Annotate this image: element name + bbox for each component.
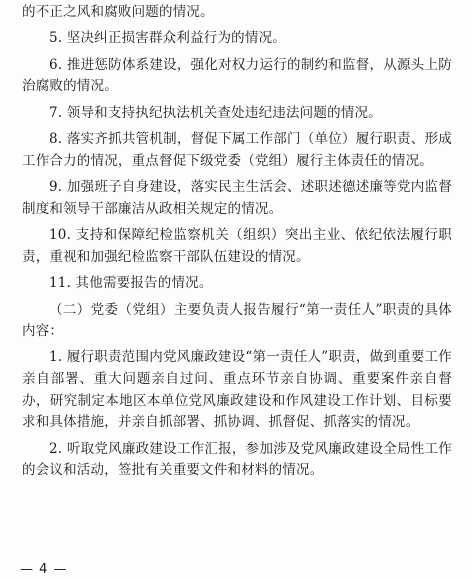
paragraph-item-5: 5. 坚决纠正损害群众利益行为的情况。 [49,30,286,47]
page-number: — 4 — [20,562,68,577]
section-heading-2: （二）党委（党组）主要负责人报告履行“第一责任人”职责的具体内容： [22,301,452,340]
paragraph-item-6: 6. 推进惩防体系建设，强化对权力运行的制约和监督，从源头上防治腐败的情况。 [22,56,452,95]
document-body [22,2,452,482]
paragraph-duty-2: 2. 听取党风廉政建设工作汇报，参加涉及党风廉政建设全局性工作的会议和活动，签批有关重要文件和材料的情况。 [22,440,452,479]
paragraph-item-8: 8. 落实齐抓共管机制，督促下属工作部门（单位）履行职责、形成工作合力的情况，重点督促下级党委（党组）履行主体责任的情况。 [22,131,452,169]
paragraph-continuation: 的不正之风和腐败问题的情况。 [22,4,214,20]
paragraph-item-11: 11. 其他需要报告的情况。 [49,275,213,292]
paragraph-item-10: 10. 支持和保障纪检监察机关（组织）突出主业、依纪依法履行职责，重视和加强纪检监察干部队伍建设的情况。 [22,227,452,265]
paragraph-item-9: 9. 加强班子自身建设，落实民主生活会、述职述德述廉等党内监督制度和领导干部廉洁从政相关规定的情况。 [22,179,452,217]
paragraph-item-7: 7. 领导和支持执纪执法机关查处违纪违法问题的情况。 [49,104,382,121]
paragraph-duty-1: 1. 履行职责范围内党风廉政建设“第一责任人”职责，做到重要工作亲自部署、重大问题亲自过问、重点环节亲自协调、重要案件亲自督办，研究制定本地区本单位党风廉政建设和作风建设工作计划、目标要求和具体措施，并亲自抓部署、抓协调、抓督促、抓落实的情况。 [22,349,452,431]
